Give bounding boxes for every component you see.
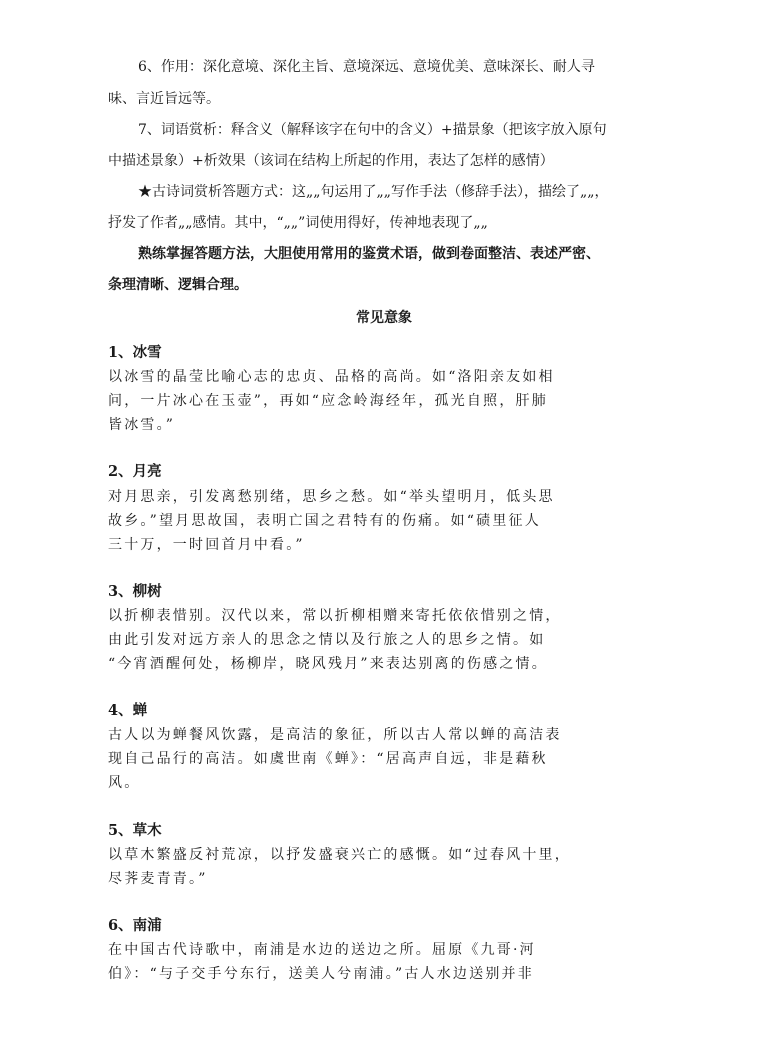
item-line: 皆冰雪。” — [108, 417, 176, 433]
item-line: 以草木繁盛反衬荒凉，以抒发盛衰兴亡的感慨。如“过春风十里， — [108, 847, 571, 863]
item-line: 现自己品行的高洁。如虞世南《蝉》：“居高声自远，非是藉秋 — [108, 751, 548, 767]
item-heading: 3、柳树 — [108, 583, 162, 600]
item-line: 尽荠麦青青。” — [108, 871, 208, 887]
item-line: 以折柳表惜别。汉代以来，常以折柳相赠来寄托依依惜别之情， — [108, 608, 562, 624]
item-line: 伯》：“与子交手兮东行，送美人兮南浦。”古人水边送别并非 — [108, 966, 534, 982]
item-line: 以冰雪的晶莹比喻心志的忠贞、品格的高尚。如“洛阳亲友如相 — [108, 369, 555, 385]
section-title: 常见意象 — [356, 310, 412, 326]
item-line: 风。 — [108, 775, 141, 791]
paragraph-line: ★古诗词赏析答题方式：这„„句运用了„„写作手法（修辞手法），描绘了„„， — [138, 184, 609, 200]
item-heading: 6、南浦 — [108, 917, 162, 934]
item-line: 古人以为蝉餐风饮露，是高洁的象征，所以古人常以蝉的高洁表 — [108, 727, 562, 743]
item-heading: 1、冰雪 — [108, 344, 162, 361]
item-line: 由此引发对远方亲人的思念之情以及行旅之人的思乡之情。如 — [108, 632, 546, 648]
paragraph-line: 中描述景象）+析效果（该词在结构上所起的作用，表达了怎样的感情） — [108, 153, 554, 169]
item-line: 对月思亲，引发离愁别绪，思乡之愁。如“举头望明月，低头思 — [108, 489, 555, 505]
item-line: 在中国古代诗歌中，南浦是水边的送边之所。屈原《九哥·河 — [108, 942, 536, 958]
item-heading: 5、草木 — [108, 822, 162, 839]
paragraph-line: 抒发了作者„„感情。其中，“„„”词使用得好，传神地表现了„„ — [108, 215, 488, 231]
paragraph-line: 味、言近旨远等。 — [108, 91, 220, 107]
item-line: 三十万，一时回首月中看。” — [108, 537, 305, 553]
paragraph-line: 6、作用：深化意境、深化主旨、意境深远、意境优美、意味深长、耐人寻 — [138, 59, 595, 75]
item-line: “今宵酒醒何处，杨柳岸，晓风残月”来表达别离的伤感之情。 — [108, 656, 548, 672]
item-line: 故乡。”望月思故国，表明亡国之君特有的伤痛。如“碛里征人 — [108, 513, 541, 529]
item-line: 问，一片冰心在玉壶”，再如“应念岭海经年，孤光自照，肝肺 — [108, 393, 548, 409]
paragraph-line: 7、词语赏析：释含义（解释该字在句中的含义）+描景象（把该字放入原句 — [138, 122, 607, 138]
item-heading: 2、月亮 — [108, 463, 162, 480]
emphasis-line: 熟练掌握答题方法，大胆使用常用的鉴赏术语，做到卷面整洁、表述严密、 — [138, 246, 600, 262]
item-heading: 4、蝉 — [108, 702, 148, 719]
emphasis-line: 条理清晰、逻辑合理。 — [108, 277, 248, 293]
